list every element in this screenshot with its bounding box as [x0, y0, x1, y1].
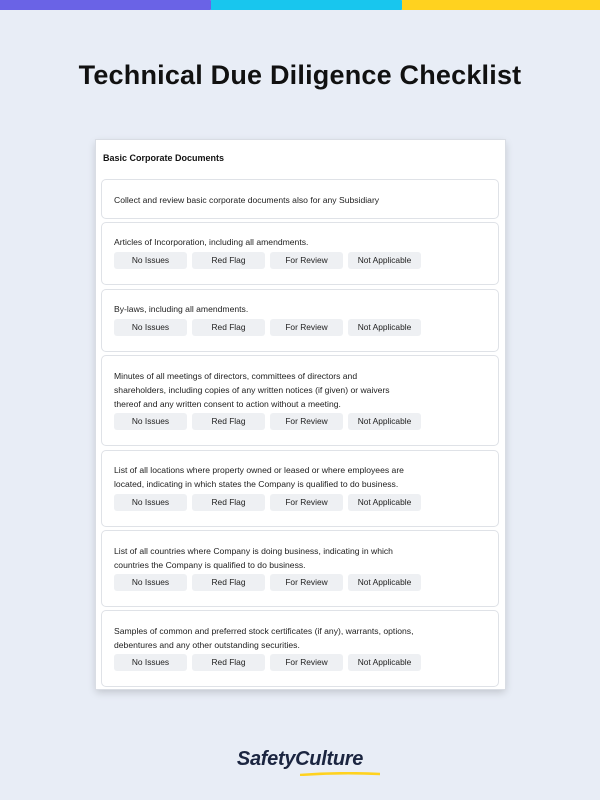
checklist-item-question [114, 624, 482, 652]
option-red-flag[interactable]: Red Flag [192, 494, 265, 511]
option-no-issues[interactable]: No Issues [114, 252, 187, 269]
option-no-issues[interactable]: No Issues [114, 413, 187, 430]
checklist-item-question [114, 302, 482, 316]
brand-name: SafetyCulture [236, 748, 364, 770]
option-not-applicable[interactable]: Not Applicable [348, 654, 421, 671]
option-not-applicable[interactable]: Not Applicable [348, 319, 421, 336]
option-red-flag[interactable]: Red Flag [192, 413, 265, 430]
section-intro-card [101, 179, 499, 219]
checklist-item-meeting-minutes [101, 355, 499, 446]
question-line: By-laws, including all amendments. [114, 304, 249, 314]
option-for-review[interactable]: For Review [270, 252, 343, 269]
response-options [114, 252, 421, 269]
response-options [114, 494, 421, 511]
option-not-applicable[interactable]: Not Applicable [348, 494, 421, 511]
response-options [114, 574, 421, 591]
question-line: countries the Company is qualified to do business. [114, 560, 306, 570]
question-line: List of all locations where property owned or leased or where employees are [114, 465, 404, 475]
option-red-flag[interactable]: Red Flag [192, 654, 265, 671]
checklist-item-by-laws [101, 289, 499, 352]
question-line: Articles of Incorporation, including all amendments. [114, 237, 309, 247]
option-red-flag[interactable]: Red Flag [192, 319, 265, 336]
page-title: Technical Due Diligence Checklist [78, 60, 522, 90]
option-no-issues[interactable]: No Issues [114, 574, 187, 591]
question-line: Samples of common and preferred stock certificates (if any), warrants, options, [114, 626, 414, 636]
question-line: debentures and any other outstanding securities. [114, 640, 300, 650]
checklist-item-question [114, 463, 482, 491]
option-no-issues[interactable]: No Issues [114, 494, 187, 511]
option-for-review[interactable]: For Review [270, 654, 343, 671]
safetyculture-logo [0, 748, 600, 771]
checklist-item-countries-of-business [101, 530, 499, 607]
top-bar-yellow-segment [402, 0, 600, 10]
checklist-item-stock-certificates [101, 610, 499, 687]
checklist-item-articles-of-incorporation [101, 222, 499, 285]
option-for-review[interactable]: For Review [270, 319, 343, 336]
logo-swoosh-icon [300, 772, 380, 776]
checklist-document [96, 140, 505, 689]
checklist-item-property-locations [101, 450, 499, 527]
response-options [114, 413, 421, 430]
option-red-flag[interactable]: Red Flag [192, 252, 265, 269]
option-no-issues[interactable]: No Issues [114, 654, 187, 671]
option-for-review[interactable]: For Review [270, 574, 343, 591]
section-title: Basic Corporate Documents [103, 153, 225, 163]
question-line: List of all countries where Company is doing business, indicating in which [114, 546, 393, 556]
option-for-review[interactable]: For Review [270, 494, 343, 511]
section-intro-text: Collect and review basic corporate documents also for any Subsidiary [114, 195, 380, 205]
question-line: Minutes of all meetings of directors, committees of directors and [114, 371, 358, 381]
option-not-applicable[interactable]: Not Applicable [348, 574, 421, 591]
option-not-applicable[interactable]: Not Applicable [348, 252, 421, 269]
question-line: shareholders, including copies of any written notices (if given) or waivers [114, 385, 390, 395]
response-options [114, 319, 421, 336]
checklist-item-question [114, 235, 482, 249]
checklist-item-question [114, 544, 482, 572]
option-no-issues[interactable]: No Issues [114, 319, 187, 336]
checklist-item-question [114, 369, 482, 411]
response-options [114, 654, 421, 671]
question-line: located, indicating in which states the Company is qualified to do business. [114, 479, 399, 489]
top-color-bar [0, 0, 600, 10]
option-red-flag[interactable]: Red Flag [192, 574, 265, 591]
option-for-review[interactable]: For Review [270, 413, 343, 430]
option-not-applicable[interactable]: Not Applicable [348, 413, 421, 430]
question-line: thereof and any written consent to action without a meeting. [114, 399, 341, 409]
top-bar-purple-segment [0, 0, 215, 10]
top-bar-cyan-segment [211, 0, 406, 10]
